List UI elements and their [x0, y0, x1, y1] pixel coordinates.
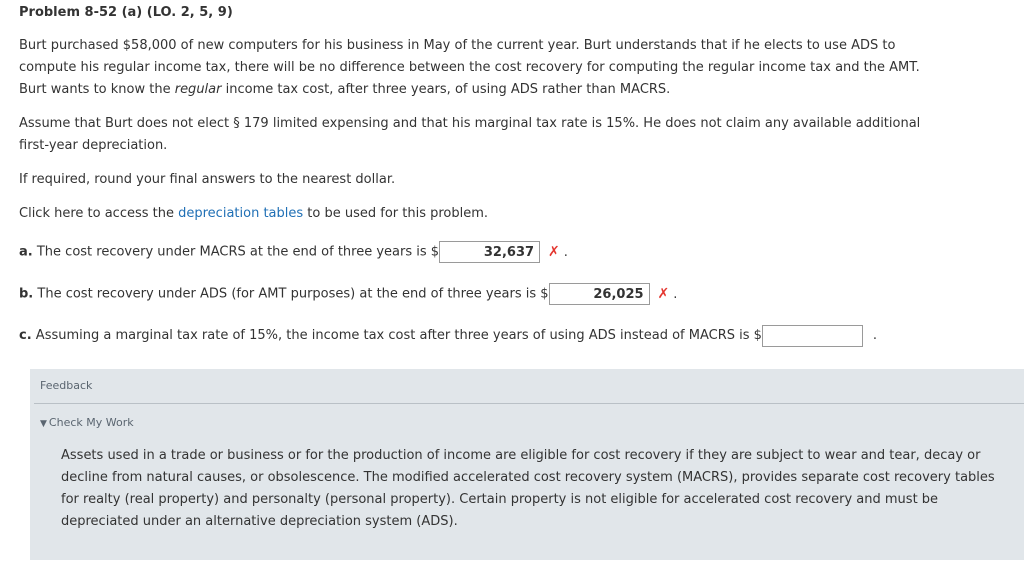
problem-title: Problem 8-52 (a) (LO. 2, 5, 9) — [19, 5, 233, 20]
question-b-end: . — [673, 286, 678, 302]
triangle-down-icon: ▼ — [40, 419, 47, 429]
question-a-answer-input[interactable]: 32,637 — [439, 241, 540, 263]
rounding-instruction: If required, round your final answers to the nearest dollar. — [19, 172, 396, 187]
question-b-letter: b. — [19, 286, 34, 302]
p4-text-start: Click here to access the — [19, 206, 179, 221]
p1-emphasis: regular — [174, 82, 222, 97]
problem-paragraph-1 — [19, 35, 924, 101]
question-b-text: The cost recovery under ADS (for AMT purposes) at the end of three years is $ — [37, 286, 549, 302]
p1-text-start: Burt purchased $58,000 of new computers for his business in May of the current year. Burt understands that if he elects to use ADS to compute his regular income tax, there will be no difference between the cost recovery for computing the regular income tax and the AMT. Burt wants to know the — [19, 38, 920, 97]
feedback-label: Feedback — [40, 379, 93, 392]
question-a-text: The cost recovery under MACRS at the end of three years is $ — [36, 244, 440, 260]
check-my-work-toggle[interactable] — [40, 416, 134, 429]
question-b-answer-input[interactable]: 26,025 — [549, 283, 650, 305]
question-c-letter: c. — [19, 328, 32, 343]
x-mark-icon: ✗ — [548, 244, 560, 260]
question-c — [19, 324, 877, 348]
question-a-letter: a. — [19, 244, 33, 260]
depreciation-tables-link[interactable]: depreciation tables — [178, 206, 304, 221]
feedback-panel — [30, 369, 1024, 560]
tables-instruction — [19, 203, 924, 225]
question-a-end: . — [563, 244, 568, 260]
question-a — [19, 240, 568, 264]
x-mark-icon: ✗ — [657, 286, 670, 302]
problem-paragraph-2: Assume that Burt does not elect § 179 limited expensing and that his marginal tax rate is 15%. He does not claim any available additional first-year depreciation. — [19, 116, 921, 153]
p1-text-end: income tax cost, after three years, of using ADS rather than MACRS. — [221, 82, 671, 97]
feedback-text: Assets used in a trade or business or for the production of income are eligible for cost recovery if they are subject to wear and tear, decay or decline from natural causes, or obsolescence. The modified accelerated cost recovery system (MACRS), provides separate cost recovery tables for realty (real property) and personalty (personal property). Certain property is not eligible for accelerated cost recovery and must be depreciated under an alternative depreciation system (ADS). — [61, 448, 995, 529]
question-c-end: . — [872, 328, 878, 343]
question-c-text: Assuming a marginal tax rate of 15%, the income tax cost after three years of using ADS instead of MACRS is $ — [35, 328, 762, 343]
question-c-answer-input[interactable] — [762, 325, 863, 347]
question-b — [19, 282, 677, 306]
p4-text-end: to be used for this problem. — [303, 206, 489, 221]
feedback-divider — [34, 403, 1024, 404]
check-my-work-label: Check My Work — [48, 416, 134, 429]
